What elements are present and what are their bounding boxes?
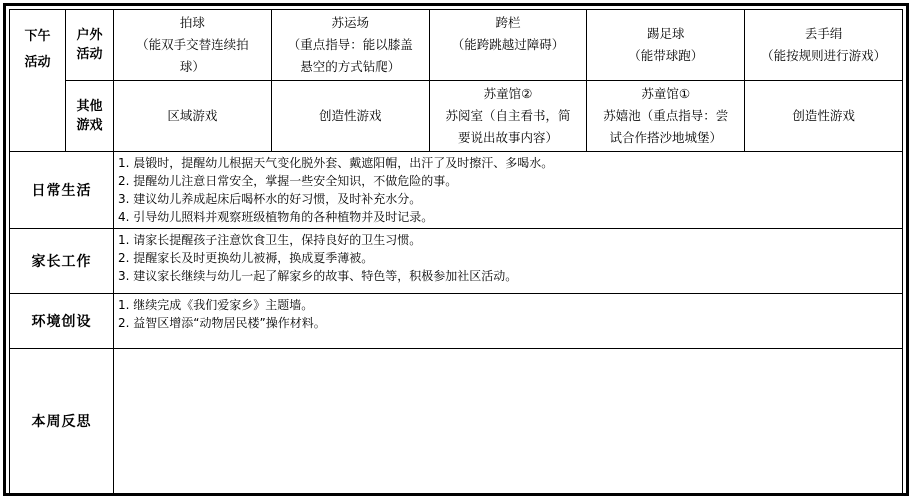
- environment-label: 环境创设: [10, 294, 114, 349]
- list-item: 2. 益智区增添“动物居民楼”操作材料。: [118, 316, 326, 330]
- other-cell-3-note-cont: 要说出故事内容）: [457, 130, 558, 145]
- parent-work-row: [10, 229, 903, 294]
- outdoor-cell-5: [745, 10, 903, 81]
- other-label-line2: 游戏: [76, 118, 103, 133]
- other-games-row: [10, 81, 903, 152]
- outdoor-activity-row: [10, 10, 903, 81]
- list-item: 1. 晨锻时，提醒幼儿根据天气变化脱外套、戴遮阳帽，出汗了及时擦汗、多喝水。: [118, 156, 554, 170]
- environment-list: [114, 294, 903, 349]
- reflection-row: [10, 349, 903, 494]
- other-cell-4: [587, 81, 745, 152]
- list-item: 3. 建议家长继续与幼儿一起了解家乡的故事、特色等，积极参加社区活动。: [118, 269, 518, 283]
- outdoor-cell-3-note: （能跨跳越过障碍）: [451, 37, 565, 52]
- other-cell-2: [271, 81, 429, 152]
- outdoor-cell-2-title: 苏运场: [331, 15, 369, 30]
- other-cell-1: [114, 81, 272, 152]
- outdoor-cell-1-note-cont: 球）: [179, 59, 205, 74]
- outdoor-cell-4-note: （能带球跑）: [628, 48, 704, 63]
- afternoon-activity-label: [10, 10, 66, 152]
- other-cell-4-note: 苏嬉池（重点指导：尝: [603, 108, 729, 123]
- list-item: 2. 提醒家长及时更换幼儿被褥，换成夏季薄被。: [118, 251, 374, 265]
- daily-life-label: 日常生活: [10, 152, 114, 229]
- parent-work-label: 家长工作: [10, 229, 114, 294]
- list-item: 1. 请家长提醒孩子注意饮食卫生，保持良好的卫生习惯。: [118, 233, 422, 247]
- list-item: 4. 引导幼儿照料并观察班级植物角的各种植物并及时记录。: [118, 210, 434, 224]
- outdoor-cell-3-title: 跨栏: [495, 15, 521, 30]
- list-item: 3. 建议幼儿养成起床后喝杯水的好习惯，及时补充水分。: [118, 192, 422, 206]
- afternoon-label-line1: 下午: [24, 29, 51, 44]
- outdoor-label-line1: 户外: [76, 28, 103, 43]
- outdoor-cell-5-note: （能按规则进行游戏）: [761, 48, 887, 63]
- parent-work-list: [114, 229, 903, 294]
- other-cell-4-title: 苏童馆①: [641, 86, 691, 101]
- other-cell-5: [745, 81, 903, 152]
- other-cell-5-title: 创造性游戏: [792, 108, 855, 123]
- reflection-label: 本周反思: [10, 349, 114, 494]
- other-cell-3: [429, 81, 587, 152]
- other-cell-1-title: 区域游戏: [167, 108, 218, 123]
- list-item: 2. 提醒幼儿注意日常安全，掌握一些安全知识，不做危险的事。: [118, 174, 458, 188]
- reflection-content[interactable]: [114, 349, 903, 494]
- outdoor-cell-2: [271, 10, 429, 81]
- outdoor-cell-4: [587, 10, 745, 81]
- outdoor-cell-1: [114, 10, 272, 81]
- other-cell-3-title: 苏童馆②: [483, 86, 533, 101]
- outdoor-label-line2: 活动: [76, 47, 103, 62]
- outdoor-cell-3: [429, 10, 587, 81]
- outdoor-cell-2-note: （重点指导：能以膝盖: [287, 37, 413, 52]
- other-cell-2-title: 创造性游戏: [318, 108, 382, 123]
- outdoor-cell-2-note-cont: 悬空的方式钻爬）: [300, 59, 401, 74]
- environment-row: [10, 294, 903, 349]
- afternoon-label-line2: 活动: [24, 55, 51, 70]
- list-item: 1. 继续完成《我们爱家乡》主题墙。: [118, 298, 314, 312]
- outdoor-cell-4-title: 踢足球: [647, 26, 685, 41]
- outdoor-label: [66, 10, 114, 81]
- other-cell-4-note-cont: 试合作搭沙地城堡）: [609, 130, 723, 145]
- other-cell-3-note: 苏阅室（自主看书，简: [445, 108, 571, 123]
- weekly-plan-table: [9, 9, 903, 494]
- daily-life-row: [10, 152, 903, 229]
- outdoor-cell-5-title: 丢手绢: [804, 26, 843, 41]
- outdoor-cell-1-note: （能双手交替连续拍: [136, 37, 249, 52]
- outdoor-cell-1-title: 拍球: [179, 15, 205, 30]
- daily-life-list: [114, 152, 903, 229]
- other-games-label: [66, 81, 114, 152]
- other-label-line1: 其他: [76, 99, 103, 114]
